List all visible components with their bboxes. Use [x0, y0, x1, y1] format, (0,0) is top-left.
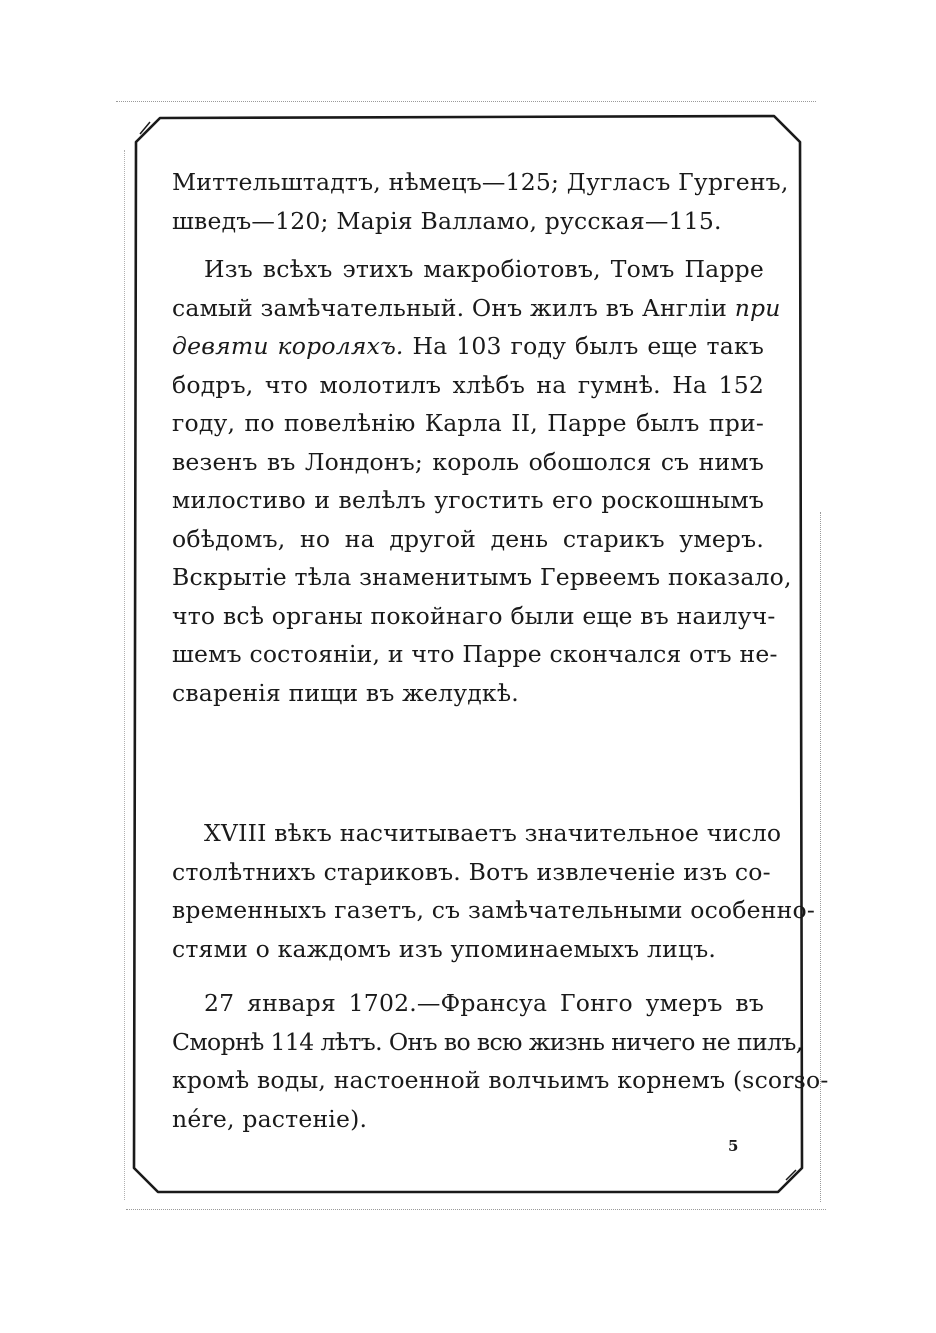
text-line: милостиво и велѣлъ угостить его роскошнымъ: [172, 486, 764, 514]
text-line: везенъ въ Лондонъ; король обошолся съ нимъ: [172, 447, 764, 476]
text-line: столѣтнихъ стариковъ. Вотъ извлеченіе изъ со-: [172, 857, 771, 886]
text-line: девяти короляхъ. На 103 году былъ еще такъ: [172, 332, 764, 360]
italic-text: при: [734, 293, 781, 322]
text-line: самый замѣчательный. Онъ жилъ въ Англіи при: [172, 293, 781, 322]
text-line: XVIII вѣкъ насчитываетъ значительное число: [204, 819, 782, 847]
text-line: Вскрытіе тѣла знаменитымъ Гервеемъ показало,: [172, 563, 792, 591]
text-line: шемъ состояніи, и что Парре скончался отъ не-: [172, 640, 778, 668]
page-number: 5: [728, 1137, 739, 1155]
text-line: шведъ—120; Марія Валламо, русская—115.: [172, 206, 722, 235]
text-line: кромѣ воды, настоенной волчьимъ корнемъ (scorso-: [172, 1066, 829, 1094]
italic-text: девяти короляхъ.: [172, 332, 404, 360]
text-line: 27 января 1702.—Франсуа Гонго умеръ въ: [204, 989, 764, 1017]
paragraph-4: [172, 984, 829, 1138]
text-line: обѣдомъ, но на другой день старикъ умеръ.: [172, 524, 764, 553]
text-line: временныхъ газетъ, съ замѣчательными особенно-: [172, 896, 815, 924]
paragraph-1: [172, 163, 789, 240]
text-line: Миттельштадтъ, нѣмецъ—125; Дугласъ Гургенъ,: [172, 168, 789, 196]
text-line: Изъ всѣхъ этихъ макробіотовъ, Томъ Парре: [204, 255, 764, 283]
text-line: Сморнѣ 114 лѣтъ. Онъ во всю жизнь ничего не пилъ,: [172, 1027, 803, 1056]
text-line: бодръ, что молотилъ хлѣбъ на гумнѣ. На 152: [172, 370, 764, 399]
text-line: сваренія пищи въ желудкѣ.: [172, 678, 519, 707]
paragraph-3: [172, 814, 815, 968]
paragraph-2: [172, 250, 792, 712]
text-line: что всѣ органы покойнаго были еще въ наилуч-: [172, 601, 776, 630]
text-line: стями о каждомъ изъ упоминаемыхъ лицъ.: [172, 934, 717, 963]
text-line: nére, растеніе).: [172, 1104, 368, 1133]
text-line: году, по повелѣнію Карла II, Парре былъ при-: [172, 409, 764, 437]
